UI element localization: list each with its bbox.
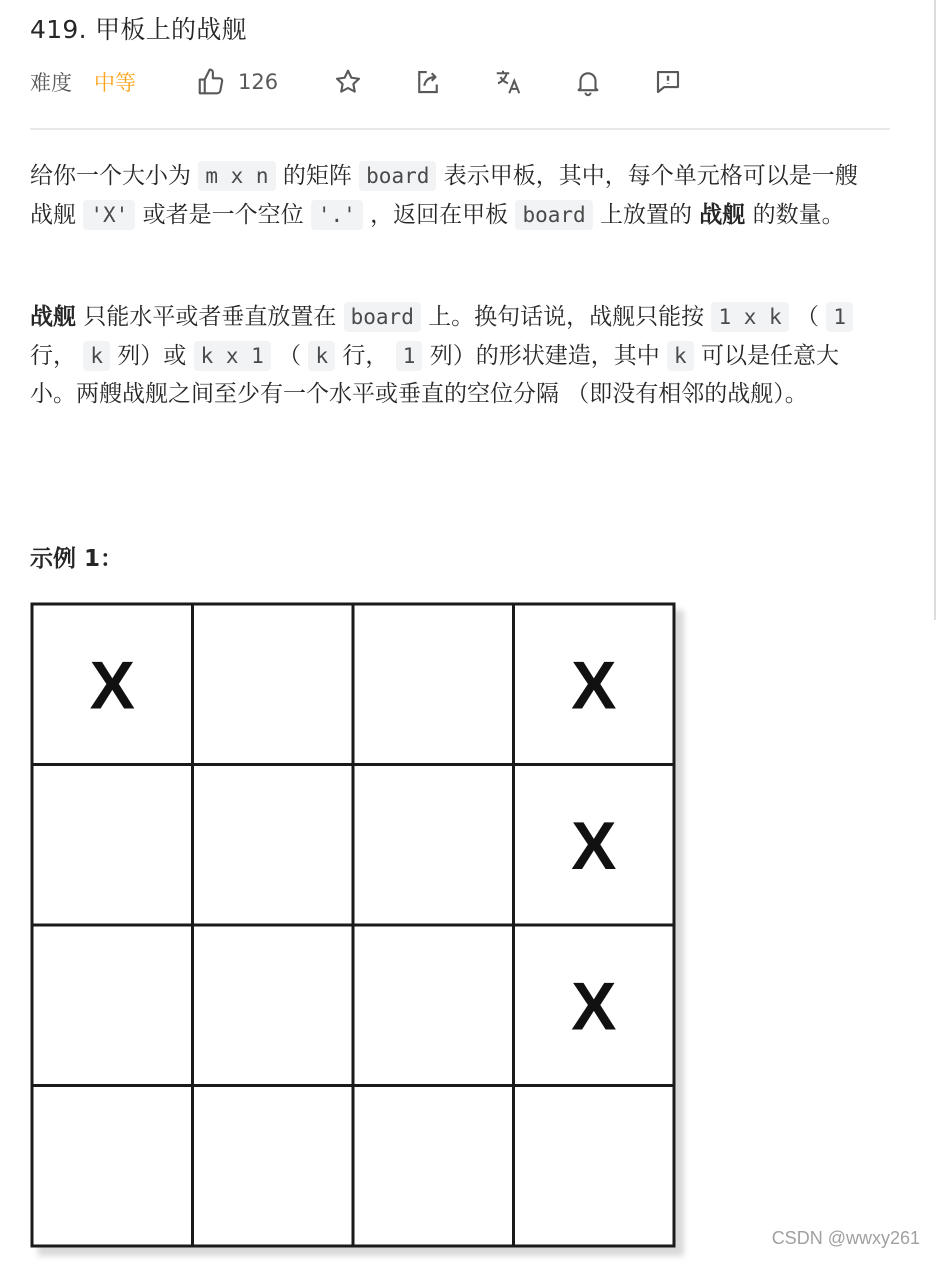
inline-code: 1 x k xyxy=(711,302,788,332)
inline-code: board xyxy=(359,161,436,191)
thumbs-up-icon xyxy=(196,67,226,97)
text: 表示甲板，其中，每个单元格可以是一艘战舰 xyxy=(30,163,858,228)
difficulty-value: 中等 xyxy=(94,71,136,95)
bold-term: 战舰 xyxy=(699,201,746,228)
share-icon xyxy=(413,67,443,97)
description-paragraph-1 xyxy=(30,157,880,234)
inline-code: k xyxy=(83,341,110,371)
text: 行， xyxy=(30,342,76,369)
notification-button[interactable] xyxy=(573,62,603,102)
divider xyxy=(30,128,890,130)
like-count: 126 xyxy=(238,70,279,94)
text: ，返回在甲板 xyxy=(370,201,509,228)
favorite-button[interactable] xyxy=(333,62,363,102)
text: 或者是一个空位 xyxy=(142,201,304,228)
text: 列）或 xyxy=(117,342,187,369)
example-board-image xyxy=(30,602,676,1248)
inline-code: board xyxy=(344,302,421,332)
text: （ xyxy=(278,342,302,369)
inline-code: 1 xyxy=(396,341,423,371)
text: 可以是任意大小。两艘战舰之间至少有一个水平或垂直的空位分隔 （即没有相邻的战舰）。 xyxy=(30,342,839,407)
inline-code: k x 1 xyxy=(194,341,271,371)
text: 上放置的 xyxy=(599,201,692,228)
star-icon xyxy=(333,67,363,97)
text: 行， xyxy=(342,342,389,369)
inline-code: '.' xyxy=(311,200,363,230)
text: 的数量。 xyxy=(752,201,845,228)
inline-code: 1 xyxy=(826,302,853,332)
translate-button[interactable] xyxy=(493,62,523,102)
problem-meta-bar xyxy=(30,62,730,102)
board-cell-mark: X xyxy=(571,807,617,884)
feedback-icon xyxy=(653,67,683,97)
like-button[interactable] xyxy=(196,62,278,102)
bold-term: 战舰 xyxy=(30,304,76,330)
share-button[interactable] xyxy=(413,62,443,102)
description-paragraph-2 xyxy=(30,298,880,414)
inline-code: k xyxy=(308,341,335,371)
translate-icon xyxy=(493,67,523,97)
board-grid xyxy=(30,602,676,1248)
difficulty xyxy=(30,62,136,102)
text: 列）的形状建造，其中 xyxy=(429,342,660,369)
inline-code: k xyxy=(667,341,694,371)
bell-icon xyxy=(573,67,603,97)
board-cell-mark: X xyxy=(571,968,617,1045)
board-cell-mark: X xyxy=(89,647,135,724)
feedback-button[interactable] xyxy=(653,62,683,102)
watermark: CSDN @wwxy261 xyxy=(771,1228,920,1248)
text: 上。换句话说，战舰只能按 xyxy=(428,304,705,330)
text: 给你一个大小为 xyxy=(30,163,191,189)
text: 的矩阵 xyxy=(282,163,352,189)
text: （ xyxy=(796,304,819,330)
inline-code: m x n xyxy=(198,161,275,191)
board-cell-mark: X xyxy=(571,647,617,724)
difficulty-label: 难度 xyxy=(30,71,72,95)
text: 只能水平或者垂直放置在 xyxy=(83,304,337,330)
example-title: 示例 1： xyxy=(30,546,124,572)
inline-code: 'X' xyxy=(83,200,135,230)
problem-title: 419. 甲板上的战舰 xyxy=(30,15,247,44)
inline-code: board xyxy=(515,200,592,230)
